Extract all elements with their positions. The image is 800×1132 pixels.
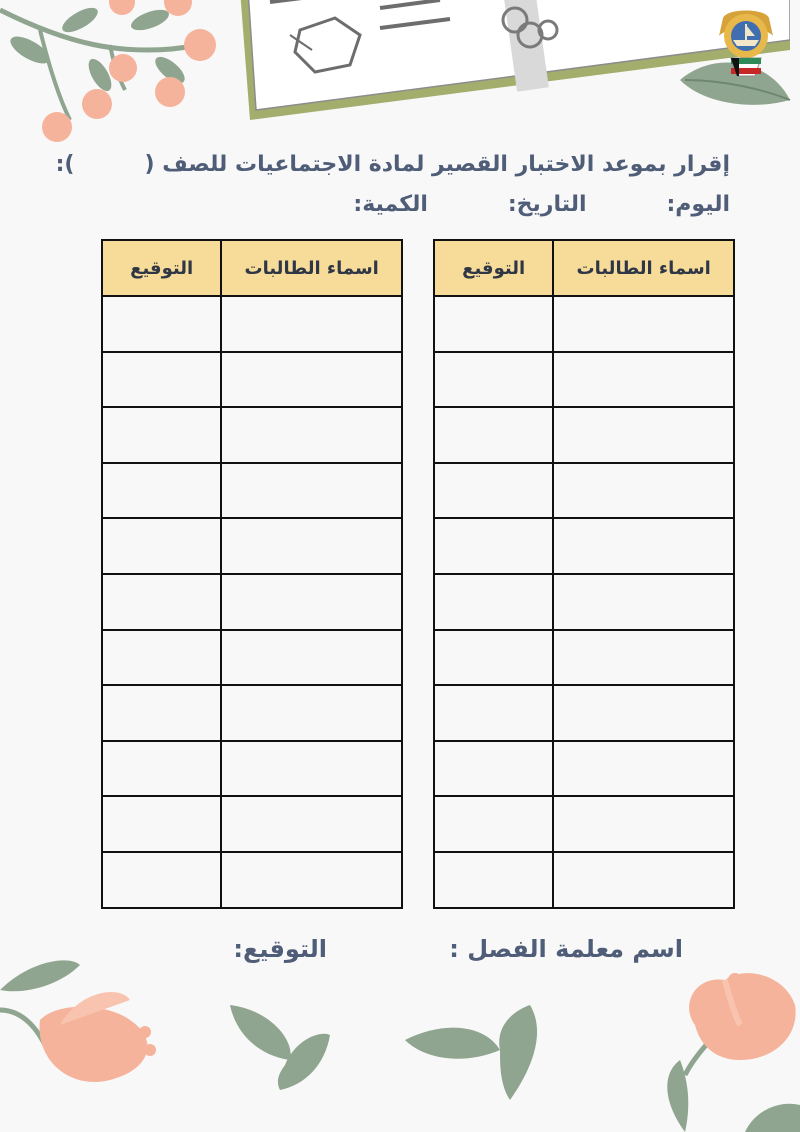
table-row [434, 518, 734, 574]
table-row [102, 352, 402, 408]
table-row [434, 574, 734, 630]
signature-cell[interactable] [434, 352, 553, 408]
signature-cell[interactable] [434, 852, 553, 908]
student-name-cell[interactable] [221, 630, 402, 686]
student-name-cell[interactable] [553, 741, 734, 797]
signature-cell[interactable] [434, 296, 553, 352]
student-name-cell[interactable] [221, 407, 402, 463]
table-row [102, 574, 402, 630]
student-name-cell[interactable] [553, 296, 734, 352]
table-row [102, 741, 402, 797]
student-roster-table-right [433, 239, 735, 909]
signature-cell[interactable] [102, 741, 221, 797]
student-name-cell[interactable] [553, 852, 734, 908]
student-name-cell[interactable] [553, 352, 734, 408]
table-row [102, 463, 402, 519]
student-name-cell[interactable] [553, 796, 734, 852]
student-name-cell[interactable] [221, 352, 402, 408]
signature-column-header: التوقيع [434, 240, 553, 296]
table-row [102, 518, 402, 574]
signature-cell[interactable] [102, 463, 221, 519]
signature-cell[interactable] [434, 741, 553, 797]
signature-cell[interactable] [102, 296, 221, 352]
leaf-decoration [225, 1000, 335, 1095]
student-name-cell[interactable] [553, 518, 734, 574]
signature-cell[interactable] [102, 685, 221, 741]
student-name-cell[interactable] [221, 852, 402, 908]
table-row [434, 741, 734, 797]
student-name-cell[interactable] [221, 518, 402, 574]
signature-cell[interactable] [102, 352, 221, 408]
signature-cell[interactable] [434, 685, 553, 741]
flower-decoration [625, 965, 800, 1132]
table-row [434, 296, 734, 352]
berry-branch-decoration [0, 0, 230, 150]
student-name-cell[interactable] [553, 574, 734, 630]
names-column-header: اسماء الطالبات [221, 240, 402, 296]
signature-cell[interactable] [434, 407, 553, 463]
table-row [102, 407, 402, 463]
student-roster-table-left [101, 239, 403, 909]
signature-cell[interactable] [434, 574, 553, 630]
state-emblem [715, 6, 777, 86]
student-name-cell[interactable] [553, 407, 734, 463]
signature-cell[interactable] [102, 796, 221, 852]
day-label: اليوم: [666, 192, 730, 217]
table-row [434, 685, 734, 741]
student-name-cell[interactable] [553, 630, 734, 686]
table-row [434, 407, 734, 463]
student-name-cell[interactable] [221, 463, 402, 519]
title-text: إقرار بموعد الاختبار القصير لمادة الاجتماعيات للصف ( [144, 152, 730, 177]
student-name-cell[interactable] [221, 685, 402, 741]
signature-cell[interactable] [434, 463, 553, 519]
student-name-cell[interactable] [221, 296, 402, 352]
signature-label: التوقيع: [233, 935, 327, 963]
signature-cell[interactable] [434, 796, 553, 852]
title-close: ): [55, 152, 75, 177]
names-column-header: اسماء الطالبات [553, 240, 734, 296]
flower-decoration [0, 950, 170, 1100]
table-row [102, 685, 402, 741]
table-row [102, 796, 402, 852]
teacher-name-label: اسم معلمة الفصل : [449, 935, 683, 963]
table-row [102, 630, 402, 686]
student-name-cell[interactable] [553, 463, 734, 519]
student-name-cell[interactable] [221, 796, 402, 852]
signature-column-header: التوقيع [102, 240, 221, 296]
table-row [434, 463, 734, 519]
meta-line [353, 192, 730, 217]
signature-cell[interactable] [434, 518, 553, 574]
signature-cell[interactable] [102, 630, 221, 686]
quantity-label: الكمية: [353, 192, 428, 217]
table-row [102, 296, 402, 352]
leaf-decoration [405, 1005, 555, 1105]
table-row [434, 796, 734, 852]
student-name-cell[interactable] [553, 685, 734, 741]
signature-cell[interactable] [434, 630, 553, 686]
signature-cell[interactable] [102, 518, 221, 574]
table-row [434, 852, 734, 908]
title-line [56, 152, 730, 177]
signature-cell[interactable] [102, 852, 221, 908]
signature-cell[interactable] [102, 407, 221, 463]
table-row [434, 352, 734, 408]
table-row [102, 852, 402, 908]
date-label: التاريخ: [507, 192, 587, 217]
table-row [434, 630, 734, 686]
student-name-cell[interactable] [221, 741, 402, 797]
student-name-cell[interactable] [221, 574, 402, 630]
signature-cell[interactable] [102, 574, 221, 630]
